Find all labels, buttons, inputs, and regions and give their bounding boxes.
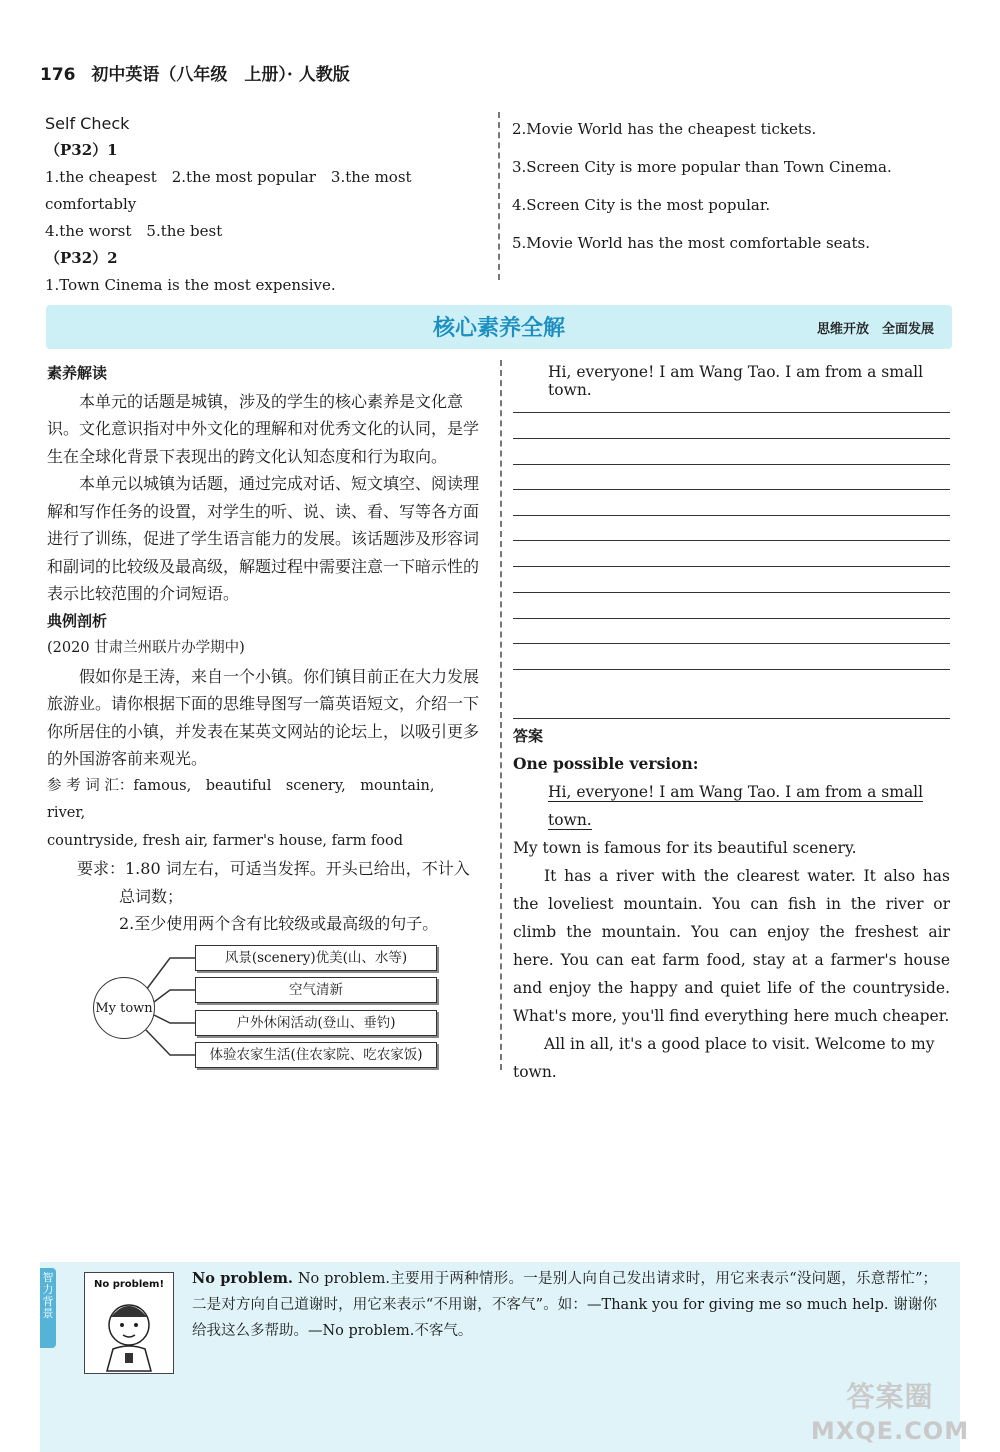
answer-line2: My town is famous for its beautiful scenery. [513,839,857,857]
writing-line [513,412,950,413]
vocab-line1 [47,773,483,828]
left-column [47,360,483,938]
column-divider-top [498,112,500,280]
example-task: 假如你是王涛，来自一个小镇。你们镇目前正在大力发展旅游业。请你根据下面的思维导图写一篇英语短文，介绍一下你所居住的小镇，并发表在某英文网站的论坛上，以吸引更多的外国游客前来观光。 [47,666,480,768]
p32-2-item5: 5.Movie World has the most comfortable seats. [512,234,870,252]
footer-term: No problem. [192,1270,293,1287]
answer-block [513,722,950,1086]
writing-line [513,718,950,719]
answer-para2: It has a river with the clearest water. It also has the loveliest mountain. You can fish in the river or climb the mountain. You can enjoy the freshest air here. You can eat farm food, stay at a farmer's house and enjoy the happy and quiet life of the countryside. What's more, you'll find everything here much cheaper. [513,867,950,1025]
literacy-para2: 本单元以城镇为话题，通过完成对话、短文填空、阅读理解和写作任务的设置，对学生的听、说、读、看、写等各方面进行了训练，促进了学生语言能力的发展。该话题涉及形容词和副词的比较级及最高级，解题过程中需要注意一下暗示性的表示比较范围的介词短语。 [47,474,480,603]
footer-body: No problem.主要用于两种情形。一是别人向自己发出请求时，用它来表示“没问题，乐意帮忙”；二是对方向自己道谢时，用它来表示“不用谢，不客气”。如：—Thank you for giving me so much help. 谢谢你给我这么多帮助。—No problem.不客气。 [192,1271,938,1339]
p32-2-item1: 1.Town Cinema is the most expensive. [45,276,336,294]
p32-1-label: （P32）1 [45,141,118,159]
self-check-right [512,110,952,262]
writing-line [513,515,950,516]
footer-note [192,1266,937,1344]
writing-line [513,592,950,593]
page-number: 176 [40,65,76,85]
watermark-logo [790,1380,990,1448]
vocab-line2: countryside, fresh air, farmer's house, farm food [47,832,404,849]
answer-heading: 答案 [513,727,544,745]
cartoon-boy-icon [85,1273,173,1373]
column-divider-main [500,360,502,1070]
writing-line [513,669,950,670]
writing-line [513,464,950,465]
example-source: (2020 甘肃兰州联片办学期中) [47,640,245,656]
watermark-line1: 答案圈 [846,1380,934,1413]
example-heading: 典例剖析 [47,611,108,630]
book-title: 初中英语（八年级 上册）· 人教版 [91,65,350,85]
p32-1-line1: 1.the cheapest 2.the most popular 3.the most comfortably [45,168,412,213]
requirement-1-cont: 总词数； [119,886,184,906]
p32-1-line2: 4.the worst 5.the best [45,222,223,240]
writing-line [513,618,950,619]
mind-map-node: 风景(scenery)优美(山、水等) [195,945,437,971]
mind-map-node: 户外休闲活动(登山、垂钓) [195,1010,437,1036]
requirement-2: 2.至少使用两个含有比较级或最高级的句子。 [119,914,439,933]
p32-2-item2: 2.Movie World has the cheapest tickets. [512,120,817,138]
answer-para3: All in all, it's a good place to visit. Welcome to my town. [513,1035,935,1081]
p32-2-label: （P32）2 [45,249,118,267]
self-check-left [45,110,485,299]
cartoon-image [84,1272,174,1374]
mind-map-node: 体验农家生活(住农家院、吃农家饭) [195,1042,437,1068]
watermark-line2: MXQE.COM [810,1417,970,1445]
vocab-words-1: famous, beautiful scenery, mountain, river, [47,777,449,821]
section-band [46,305,952,349]
cartoon-text: No problem! [93,1279,165,1290]
writing-line [513,643,950,644]
writing-line [513,438,950,439]
section-title: 核心素养全解 [432,316,565,341]
self-check-title: Self Check [45,114,130,133]
writing-opening-text: Hi, everyone! I am Wang Tao. I am from a small town. [548,363,924,399]
requirement-1: 要求：1.80 词左右，可适当发挥。开头已给出，不计入 [77,859,470,878]
mind-map-node: 空气清新 [195,977,437,1003]
version-label: One possible version: [513,754,699,773]
writing-line [513,566,950,567]
p32-2-item3: 3.Screen City is more popular than Town Cinema. [512,158,892,176]
writing-opening [513,363,950,399]
writing-line [513,489,950,490]
mind-map [90,940,450,1070]
page-header [40,60,350,85]
answer-opening: Hi, everyone! I am Wang Tao. I am from a small town. [548,783,924,829]
writing-line [513,540,950,541]
section-slogan: 思维开放 全面发展 [816,322,934,337]
p32-2-item4: 4.Screen City is the most popular. [512,196,771,214]
mind-map-center: My town [93,977,155,1039]
literacy-heading: 素养解读 [47,364,108,382]
footer-tab: 智力背景 [40,1268,56,1348]
vocab-label: 参 考 词 汇： [47,777,134,794]
literacy-para1: 本单元的话题是城镇，涉及的学生的核心素养是文化意识。文化意识指对中外文化的理解和对优秀文化的认同，是学生在全球化背景下表现出的跨文化认知态度和行为取向。 [47,391,480,466]
